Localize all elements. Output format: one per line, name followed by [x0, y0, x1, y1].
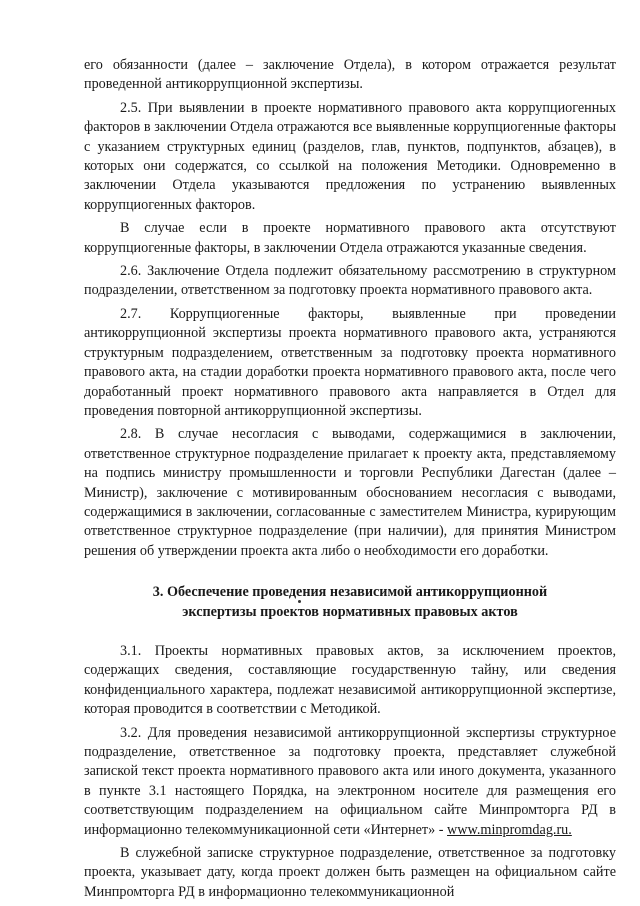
paragraph-2-7: 2.7. Коррупциогенные факторы, выявленные при проведении антикоррупционной экспертизы проекта нормативного правового акта, устраняются структурным подразделением, ответственным за подготовку проекта нормативного правового акта, на стадии доработки проекта нормативного правового акта, после чего доработанный проект нормативного правового акта направляется в Отдел для проведения повторной антикоррупционной экспертизы. [84, 305, 616, 419]
paragraph-3-2-text: 3.2. Для проведения независимой антикоррупционной экспертизы структурное подразделение, ответственное за подготовку проекта, представляет служебной запиской текст проекта нормативного правового акта или иного документа, указанного в пункте 3.1 настоящего Порядка, на электронном носителе для размещения его соответствующим подразделением на официальном сайте Минпромторга РД в информационно телекоммуникационной сети «Интернет» - [84, 724, 616, 838]
scan-speck [298, 600, 301, 603]
paragraph-2-5-no-factors: В случае если в проекте нормативного правового акта отсутствуют коррупциогенные факторы, в заключении Отдела отражаются указанные сведения. [84, 220, 616, 256]
paragraph-2-5: 2.5. При выявлении в проекте нормативного правового акта коррупциогенных факторов в заключении Отдела отражаются все выявленные коррупциогенные факторы с указанием структурных единиц (разделов, глав, пунктов, подпунктов, абзацев), в которых они содержатся, со ссылкой на положения Методики. Одновременно в заключении Отдела указываются предложения по устранению выявленных коррупциогенных факторов. [84, 99, 616, 213]
paragraph-2-8: 2.8. В случае несогласия с выводами, содержащимися в заключении, ответственное структурное подразделение прилагает к проекту акта, представляемому на подпись министру промышленности и торговли Республики Дагестан (далее – Министр), заключение с мотивированным обоснованием несогласия с выводами, содержащимися в заключении, согласованные с заместителем Министра, курирующим ответственное структурное подразделение (при наличии), для принятия Министром решения об утверждении проекта акта либо о необходимости его доработки. [84, 426, 616, 559]
section-3-heading-line1: 3. Обеспечение проведения независимой антикоррупционной [152, 584, 548, 601]
website-link[interactable]: www.minpromdag.ru. [447, 821, 572, 838]
section-3-heading-line2: экспертизы проектов нормативных правовых актов [182, 603, 518, 620]
paragraph-3-1: 3.1. Проекты нормативных правовых актов, за исключением проектов, содержащих сведения, составляющие государственную тайну, или сведения конфиденциального характера, подлежат независимой антикоррупционной экспертизе, которая проводится в соответствии с Методикой. [84, 642, 616, 718]
paragraph-intro: его обязанности (далее – заключение Отдела), в котором отражается результат проведенной антикоррупционной экспертизы. [84, 57, 616, 93]
paragraph-2-6: 2.6. Заключение Отдела подлежит обязательному рассмотрению в структурном подразделении, ответственном за подготовку проекта нормативного правового акта. [84, 263, 616, 299]
document-body [84, 56, 616, 906]
paragraph-3-2 [84, 724, 616, 840]
paragraph-3-3: В служебной записке структурное подразделение, ответственное за подготовку проекта, указывает дату, когда проект должен быть размещен на официальном сайте Минпромторга РД в информационно телекоммуникационной [84, 845, 616, 900]
section-3-heading [84, 583, 616, 622]
